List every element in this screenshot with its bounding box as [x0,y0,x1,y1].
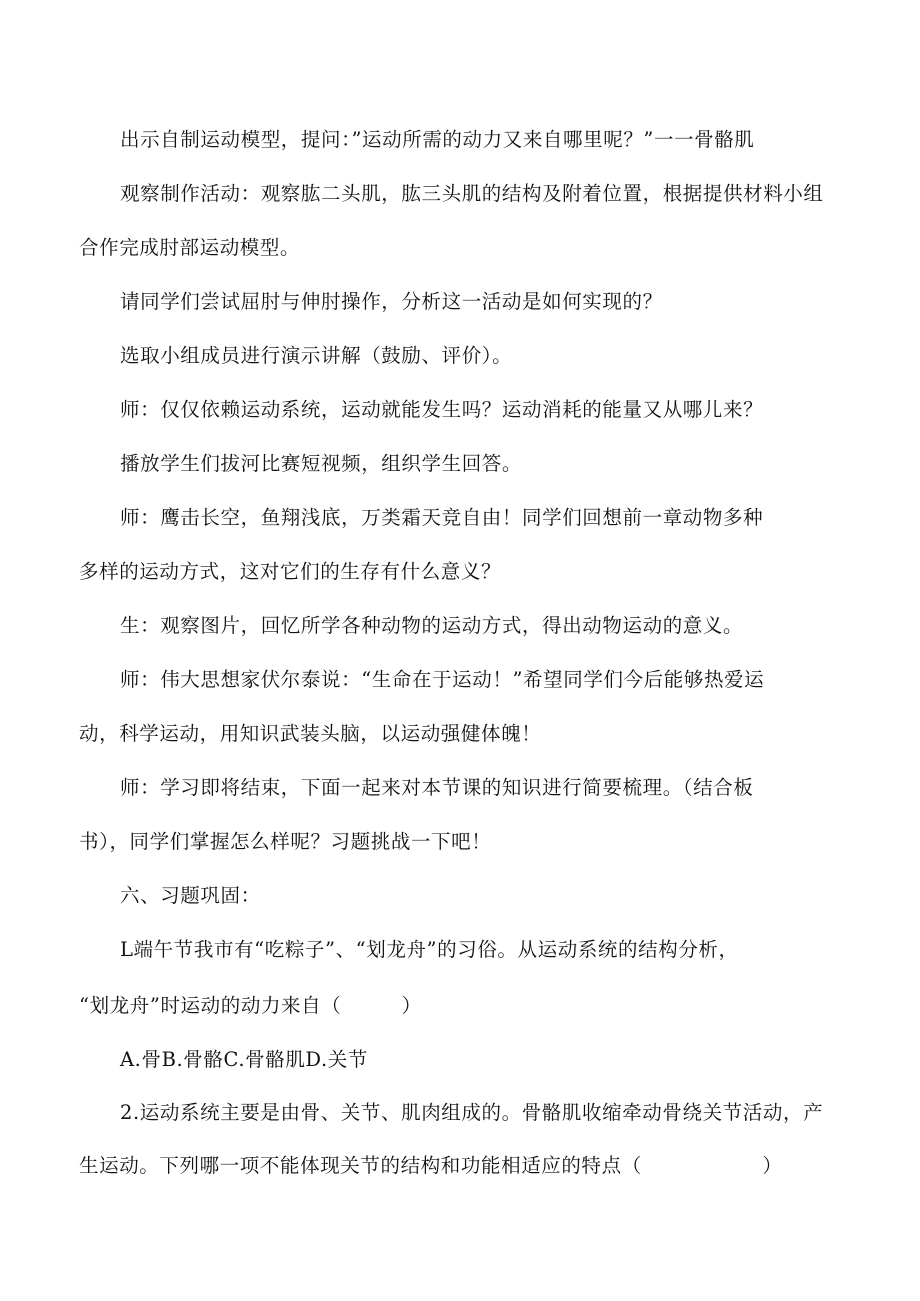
text-line: 书），同学们掌握怎么样呢？习题挑战一下吧！ [79,830,492,853]
text-line: 合作完成肘部运动模型。 [79,236,301,259]
text-line: 师：仅仅依赖运动系统，运动就能发生吗？运动消耗的能量又从哪儿来？ [120,398,764,421]
text-line: 动，科学运动，用知识武装头脑，以运动强健体魄！ [79,722,542,745]
text-line: 播放学生们拔河比赛短视频，组织学生回答。 [120,452,523,475]
text-line: 观察制作活动：观察肱二头肌，肱三头肌的结构及附着位置，根据提供材料小组 [120,182,824,205]
question-1-text: L端午节我市有“吃粽子”、“划龙舟”的习俗。从运动系统的结构分析， [120,938,739,961]
section-heading: 六、习题巩固： [120,884,261,907]
text-line: 出示自制运动模型，提问：”运动所需的动力又来自哪里呢？”一一骨骼肌 [120,128,755,151]
question-1-text: “划龙舟”时运动的动力来自（ ） [79,994,422,1017]
text-line: 选取小组成员进行演示讲解（鼓励、评价）。 [120,344,513,367]
text-line: 生：观察图片，回忆所学各种动物的运动方式，得出动物运动的意义。 [120,614,744,637]
question-1-options: A.骨B.骨骼C.骨骼肌D.关节 [120,1048,368,1071]
text-line: 师：学习即将结束，下面一起来对本节课的知识进行简要梳理。（结合板 [120,776,754,799]
text-line: 师：鹰击长空，鱼翔浅底，万类霜天竞自由！同学们回想前一章动物多种 [120,506,764,529]
question-2-text: 生运动。下列哪一项不能体现关节的结构和功能相适应的特点（ ） [79,1154,783,1177]
text-line: 师：伟大思想家伏尔泰说：“生命在于运动！”希望同学们今后能够热爱运 [120,668,765,691]
text-line: 多样的运动方式，这对它们的生存有什么意义？ [79,560,502,583]
text-line: 请同学们尝试屈肘与伸肘操作，分析这一活动是如何实现的？ [120,290,663,313]
question-2-text: 2.运动系统主要是由骨、关节、肌肉组成的。骨骼肌收缩牵动骨绕关节活动，产 [120,1101,824,1124]
